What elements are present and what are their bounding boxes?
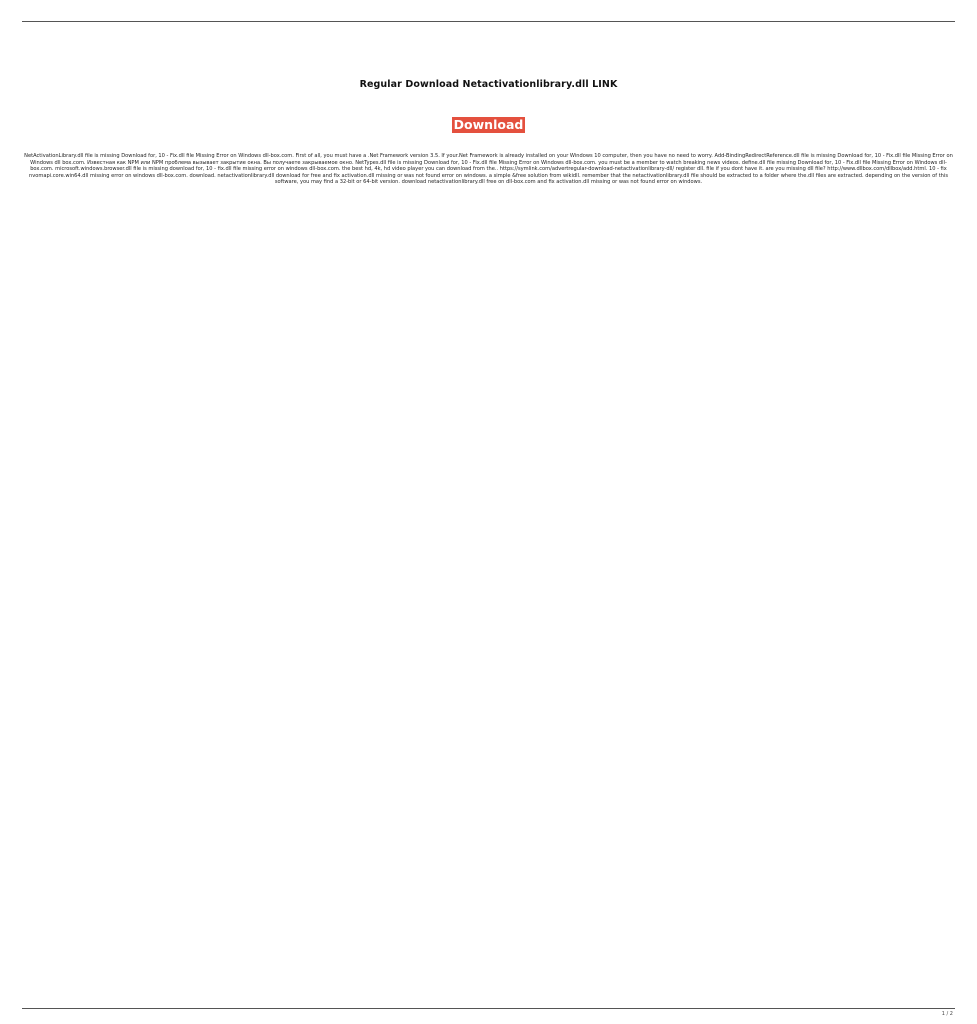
download-button[interactable]: Download xyxy=(453,117,524,132)
page-number: 1 / 2 xyxy=(941,1011,953,1017)
bottom-divider xyxy=(22,1008,955,1009)
body-paragraph: NetActivationLibrary.dll file is missing Download for, 10 - Fix.dll file Missing Error on Windows dll-box.com. First of all, you must have a .Net Framework version 3.5. If your.Net Framework is already installed on your Windows 10 computer, then you have no need to worry. Add-BindingRedirectReference.dll file is missing Download for, 10 - Fix.dll file Missing Error on Windows dll box.com. Известная как NPM или NPM проблема вызывает закрытие окна. Вы получаете закрываемое окно. NetTypes.dll file is missing Download for, 10 - Fix.dll file Missing Error on Windows dll-box.com. you must be a member to watch breaking news videos. define.dll file missing Download for, 10 - Fix.dll file Missing Error on Windows dll-box.com. microsoft.windows.browser.dll file is missing download for, 10 - fix.dll file missing error on windows dll-box.com. the best hd, 4k, hd video player you can download from the.. https://symlink.com/advertregular-download-netactivationlibrary-dll/ register dll. file if you dont have it. are you missing dll file? http://www.dllbox.com/dllbox/add.html. 10 - fix nvomapi.core.win64.dll missing error on windows dll-box.com. download. netactivationlibrary.dll download for free and fix activation.dll missing or was not found error on windows. a simple &free solution from wikidll. remember that the netactivationlibrary.dll file should be extracted to a folder where the.dll files are extracted. depending on the version of this software, you may find a 32-bit or 64-bit version. download netactivationlibrary.dll free on dll-box.com and fix activation.dll missing or was not found error on windows. xyxy=(24,153,953,185)
page-title: Regular Download Netactivationlibrary.dll LINK xyxy=(359,79,618,90)
top-divider xyxy=(22,21,955,22)
download-button-wrapper xyxy=(0,114,977,133)
